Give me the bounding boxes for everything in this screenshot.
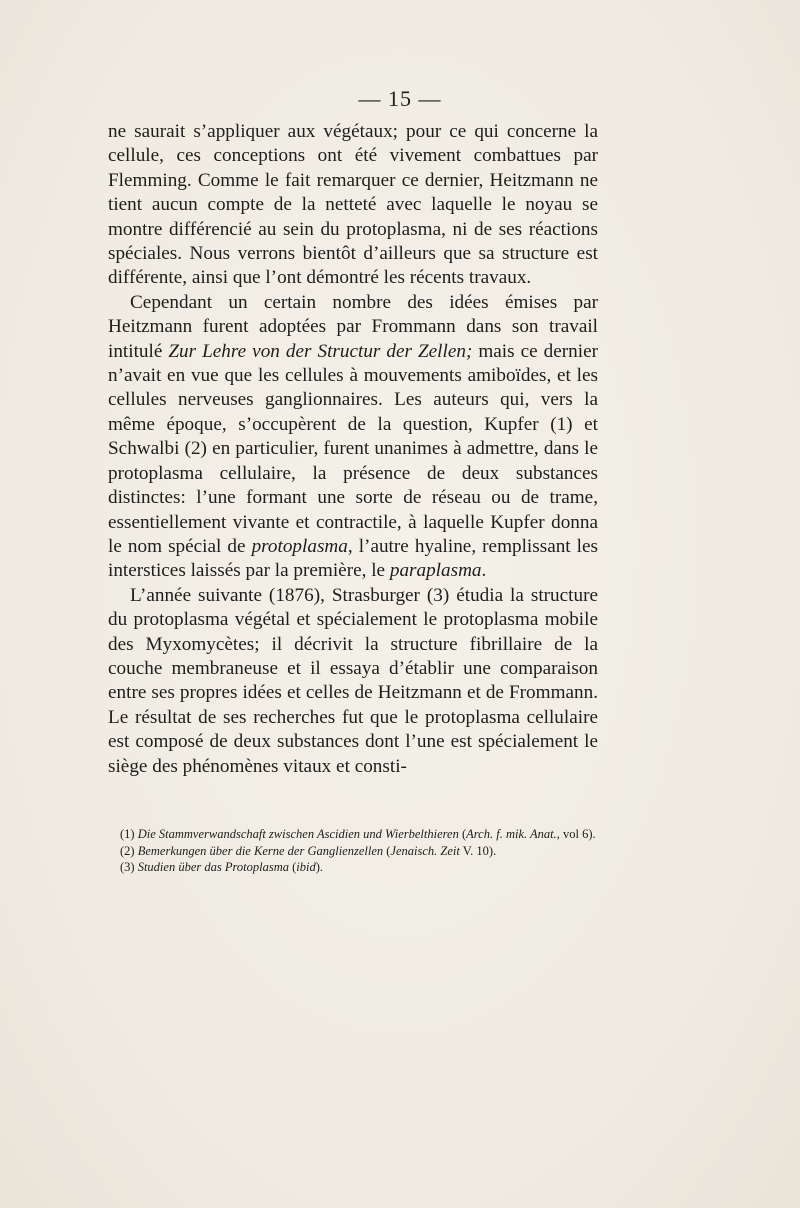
text-segment: (1) [120,827,138,841]
paragraph [108,120,598,291]
italic-text: Zur Lehre von der Structur der Zellen; [168,340,473,362]
italic-text: paraplasma [389,560,482,582]
italic-text: Die Stammverwandschaft zwischen Ascidien und Wierbelthieren [137,827,459,841]
text-segment: . [481,560,487,582]
italic-text: protoplasma [251,535,348,557]
italic-text: ibid [296,860,316,874]
text-segment: V. 10). [459,843,497,858]
text-segment: (3) [120,860,138,874]
text-segment: ne saurait s’appliquer aux végétaux; pour ce qui concerne la cellule, ces conceptions ont été vivement combattues par Flemming. Comme le fait remarquer ce dernier, Heitzmann ne tient aucun compte de la netteté avec laquelle le noyau se montre différencié au sein du protoplasma, ni de ses réactions spéciales. Nous verrons bientôt d’ailleurs que sa structure est différente, ainsi que l’ont démontré les récents travaux. [108,121,598,289]
text-segment: Cependant un certain nombre des idées émises par Heitzmann furent adoptées par Frommann dans son travail intitulé [108,291,598,362]
text-segment: ( [383,843,391,858]
footnote [108,843,598,860]
page-number: — 15 — [358,86,442,111]
body-text [108,120,598,779]
text-segment: , l’autre hyaline, remplissant les interstices laissés par la première, le [108,535,598,582]
footnote [108,826,598,843]
text-segment: L’année suivante (1876), Strasburger (3) étudia la structure du protoplasma végétal et spécialement le protoplasma mobile des Myxomycètes; il décrivit la structure fibrillaire de la couche membraneuse et il essaya d’établir une comparaison entre ses propres idées et celles de Heitzmann et de Frommann. Le résultat de ses recherches fut que le protoplasma cellulaire est composé de deux substances dont l’une est spécialement le siège des phénomènes vitaux et consti- [108,584,598,777]
footnote [108,859,598,876]
paragraph [108,584,598,779]
text-segment: ( [288,860,297,874]
text-segment: ( [458,827,467,841]
text-segment: ). [315,860,324,874]
italic-text: Jenaisch. Zeit [390,843,460,858]
italic-text: Arch. f. mik. Anat., [466,827,560,841]
text-segment: mais ce dernier n’avait en vue que les cellules à mouvements amiboïdes, et les cellules nerveuses ganglionnaires. Les auteurs qui, vers la même époque, s’occupèrent de la question, Kupfer (1) et Schwalbi (2) en particulier, furent unanimes à admettre, dans le protoplasma cellulaire, la présence de deux substances distinctes: l’une formant une sorte de réseau ou de trame, essentiellement vivante et contractile, à laquelle Kupfer donna le nom spécial de [108,340,598,557]
paragraph [108,291,598,584]
italic-text: Studien über das Protoplasma [137,860,289,874]
text-segment: vol 6). [559,827,596,841]
text-segment: (2) [120,843,138,858]
italic-text: Bemerkungen über die Kerne der Ganglienzellen [137,843,384,858]
footnotes [108,826,598,876]
